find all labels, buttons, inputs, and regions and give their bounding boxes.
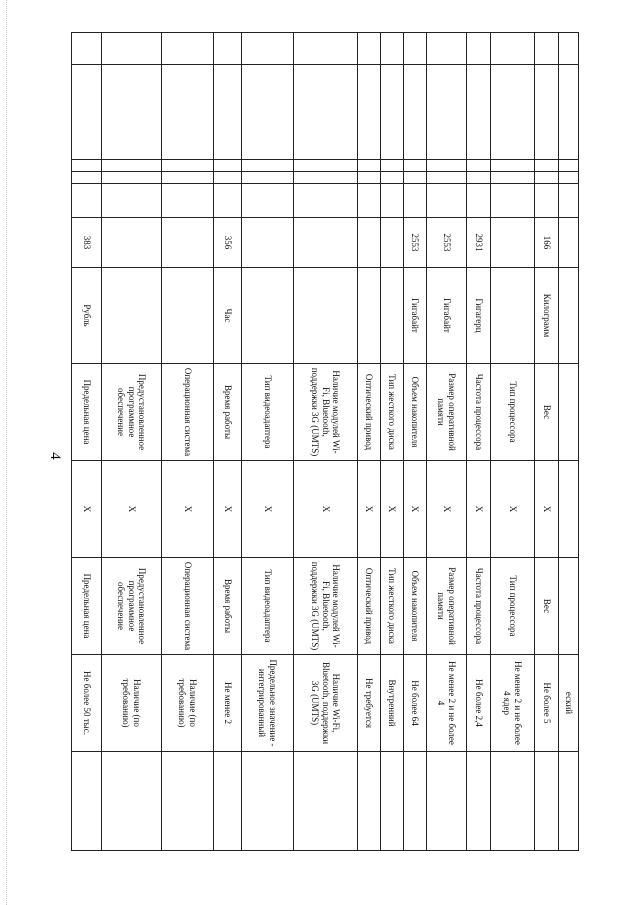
characteristic-repeat-cell: Тип видеоадаптера [242, 558, 294, 655]
empty-cell [214, 752, 242, 851]
okei-code-cell: 2553 [404, 218, 427, 268]
unit-name-cell: Час [214, 268, 242, 364]
value-cell: Не требуется [358, 655, 381, 752]
empty-cell [491, 65, 535, 160]
empty-cell [491, 160, 535, 172]
empty-cell [427, 184, 467, 218]
x-mark-cell: Х [535, 461, 559, 558]
empty-cell [535, 752, 559, 851]
table-row [242, 33, 294, 851]
x-mark-cell: Х [214, 461, 242, 558]
empty-cell [294, 65, 358, 160]
unit-name-cell [358, 268, 381, 364]
value-cell: Не более 5 [535, 655, 559, 752]
empty-cell [102, 160, 162, 172]
x-mark-cell: Х [381, 461, 404, 558]
empty-cell [404, 752, 427, 851]
empty-cell [242, 752, 294, 851]
empty-cell [242, 172, 294, 184]
empty-cell [102, 33, 162, 65]
value-cell: Не более 50 тыс. [72, 655, 102, 752]
okei-code-cell: 166 [535, 218, 559, 268]
empty-cell [72, 752, 102, 851]
empty-cell [358, 172, 381, 184]
characteristic-repeat-cell: Наличие модулей Wi-Fi, Bluetooth, поддержки 3G (UMTS) [294, 558, 358, 655]
empty-cell [162, 752, 214, 851]
x-mark-cell: Х [72, 461, 102, 558]
table-row [467, 33, 491, 851]
empty-cell [404, 160, 427, 172]
empty-cell [162, 172, 214, 184]
empty-cell [358, 752, 381, 851]
page-number: 4 [47, 452, 63, 460]
empty-cell [381, 160, 404, 172]
empty-cell [72, 33, 102, 65]
okei-code-cell [491, 218, 535, 268]
empty-cell [294, 752, 358, 851]
okei-code-cell [102, 218, 162, 268]
empty-cell [467, 752, 491, 851]
unit-name-cell: Гигагерц [467, 268, 491, 364]
characteristic-cell: Оптический привод [358, 364, 381, 461]
characteristic-cell: Размер оперативной памяти [427, 364, 467, 461]
okei-code-cell: 2931 [467, 218, 491, 268]
okei-code-cell: 2553 [427, 218, 467, 268]
value-cell: Наличие (по требованию) [162, 655, 214, 752]
characteristic-cell: Объем накопителя [404, 364, 427, 461]
value-cell: Предельное значение - интегрированный [242, 655, 294, 752]
empty-cell [72, 172, 102, 184]
empty-cell [491, 184, 535, 218]
unit-name-cell: Гигабайт [404, 268, 427, 364]
empty-cell [381, 33, 404, 65]
empty-cell [294, 33, 358, 65]
characteristic-cell: Предустановленное программное обеспечение [102, 364, 162, 461]
table-row [358, 33, 381, 851]
characteristic-cell: Тип процессора [491, 364, 535, 461]
characteristic-repeat-cell: Тип процессора [491, 558, 535, 655]
empty-cell [294, 160, 358, 172]
value-cell: Наличие Wi-Fi, Bluetooth, поддержки 3G (UMTS) [294, 655, 358, 752]
empty-cell [467, 65, 491, 160]
empty-cell [381, 65, 404, 160]
characteristic-repeat-cell: Вес [535, 558, 559, 655]
value-cell: Внутренний [381, 655, 404, 752]
scan-edge-line [6, 0, 8, 905]
characteristic-repeat-cell: Размер оперативной памяти [427, 558, 467, 655]
empty-cell [358, 65, 381, 160]
okei-code-cell: 356 [214, 218, 242, 268]
empty-cell [467, 172, 491, 184]
characteristic-repeat-cell: Операционная система [162, 558, 214, 655]
table-body [72, 33, 579, 851]
empty-cell [381, 752, 404, 851]
characteristic-repeat-cell: Время работы [214, 558, 242, 655]
empty-cell [294, 184, 358, 218]
x-mark-cell: Х [294, 461, 358, 558]
characteristic-repeat-cell: Частота процессора [467, 558, 491, 655]
characteristic-cell: Частота процессора [467, 364, 491, 461]
x-mark-cell: Х [242, 461, 294, 558]
value-cell: Не менее 2 и не более 4 [427, 655, 467, 752]
empty-cell [467, 33, 491, 65]
characteristic-repeat-cell: Оптический привод [358, 558, 381, 655]
empty-cell [102, 65, 162, 160]
table-row [294, 33, 358, 851]
characteristic-repeat-cell: Тип жесткого диска [381, 558, 404, 655]
table-row [102, 33, 162, 851]
empty-cell [404, 65, 427, 160]
empty-cell [427, 65, 467, 160]
value-cell: Не более 64 [404, 655, 427, 752]
empty-cell [214, 184, 242, 218]
characteristic-cell: Тип жесткого диска [381, 364, 404, 461]
characteristic-repeat-cell: Предустановленное программное обеспечение [102, 558, 162, 655]
empty-cell [404, 172, 427, 184]
unit-name-cell: Килограмм [535, 268, 559, 364]
empty-cell [381, 184, 404, 218]
okei-code-cell [162, 218, 214, 268]
table-row [404, 33, 427, 851]
empty-cell [535, 160, 559, 172]
empty-cell [162, 160, 214, 172]
x-mark-cell: Х [162, 461, 214, 558]
empty-cell [358, 33, 381, 65]
empty-cell [535, 65, 559, 160]
empty-cell [358, 184, 381, 218]
unit-name-cell [162, 268, 214, 364]
empty-cell [427, 172, 467, 184]
characteristic-cell: Вес [535, 364, 559, 461]
x-mark-cell: Х [358, 461, 381, 558]
empty-cell [491, 172, 535, 184]
header-fragment: еский [559, 655, 579, 752]
okei-code-cell [242, 218, 294, 268]
table-row [214, 33, 242, 851]
value-cell: Наличие (по требованию) [102, 655, 162, 752]
empty-cell [427, 160, 467, 172]
okei-code-cell: 383 [72, 218, 102, 268]
empty-cell [242, 184, 294, 218]
table-row [535, 33, 559, 851]
empty-cell [358, 160, 381, 172]
empty-cell [491, 33, 535, 65]
characteristic-cell: Наличие модулей Wi-Fi, Bluetooth, поддержки 3G (UMTS) [294, 364, 358, 461]
unit-name-cell [491, 268, 535, 364]
empty-cell [102, 172, 162, 184]
empty-cell [535, 172, 559, 184]
empty-cell [214, 65, 242, 160]
x-mark-cell: Х [404, 461, 427, 558]
empty-cell [467, 160, 491, 172]
empty-cell [242, 160, 294, 172]
okei-code-cell [358, 218, 381, 268]
characteristic-cell: Предельная цена [72, 364, 102, 461]
characteristic-repeat-cell: Объем накопителя [404, 558, 427, 655]
empty-cell [72, 184, 102, 218]
empty-cell [162, 184, 214, 218]
unit-name-cell [102, 268, 162, 364]
table-row [162, 33, 214, 851]
empty-cell [162, 33, 214, 65]
empty-cell [404, 33, 427, 65]
unit-name-cell [242, 268, 294, 364]
rotated-table-container [81, 32, 579, 850]
empty-cell [162, 65, 214, 160]
empty-cell [427, 752, 467, 851]
characteristic-cell: Операционная система [162, 364, 214, 461]
value-cell: Не более 2,4 [467, 655, 491, 752]
unit-name-cell [381, 268, 404, 364]
x-mark-cell: Х [491, 461, 535, 558]
value-cell: Не менее 2 и не более 4 ядер [491, 655, 535, 752]
unit-name-cell: Рубль [72, 268, 102, 364]
empty-cell [72, 65, 102, 160]
x-mark-cell: Х [427, 461, 467, 558]
table-row [427, 33, 467, 851]
empty-cell [535, 184, 559, 218]
okei-code-cell [294, 218, 358, 268]
empty-cell [214, 160, 242, 172]
unit-name-cell [294, 268, 358, 364]
table-stage [81, 32, 579, 850]
empty-cell [491, 752, 535, 851]
characteristics-table [71, 32, 579, 851]
characteristic-cell: Тип видеоадаптера [242, 364, 294, 461]
table-header-row [559, 33, 579, 851]
characteristic-cell: Время работы [214, 364, 242, 461]
empty-cell [102, 752, 162, 851]
empty-cell [381, 172, 404, 184]
empty-cell [242, 33, 294, 65]
value-cell: Не менее 2 [214, 655, 242, 752]
empty-cell [535, 33, 559, 65]
empty-cell [294, 172, 358, 184]
characteristic-repeat-cell: Предельная цена [72, 558, 102, 655]
x-mark-cell: Х [102, 461, 162, 558]
empty-cell [242, 65, 294, 160]
empty-cell [72, 160, 102, 172]
table-row [491, 33, 535, 851]
empty-cell [102, 184, 162, 218]
okei-code-cell [381, 218, 404, 268]
empty-cell [427, 33, 467, 65]
empty-cell [404, 184, 427, 218]
empty-cell [214, 33, 242, 65]
empty-cell [467, 184, 491, 218]
unit-name-cell: Гигабайт [427, 268, 467, 364]
x-mark-cell: Х [467, 461, 491, 558]
table-row [72, 33, 102, 851]
empty-cell [214, 172, 242, 184]
table-row [381, 33, 404, 851]
